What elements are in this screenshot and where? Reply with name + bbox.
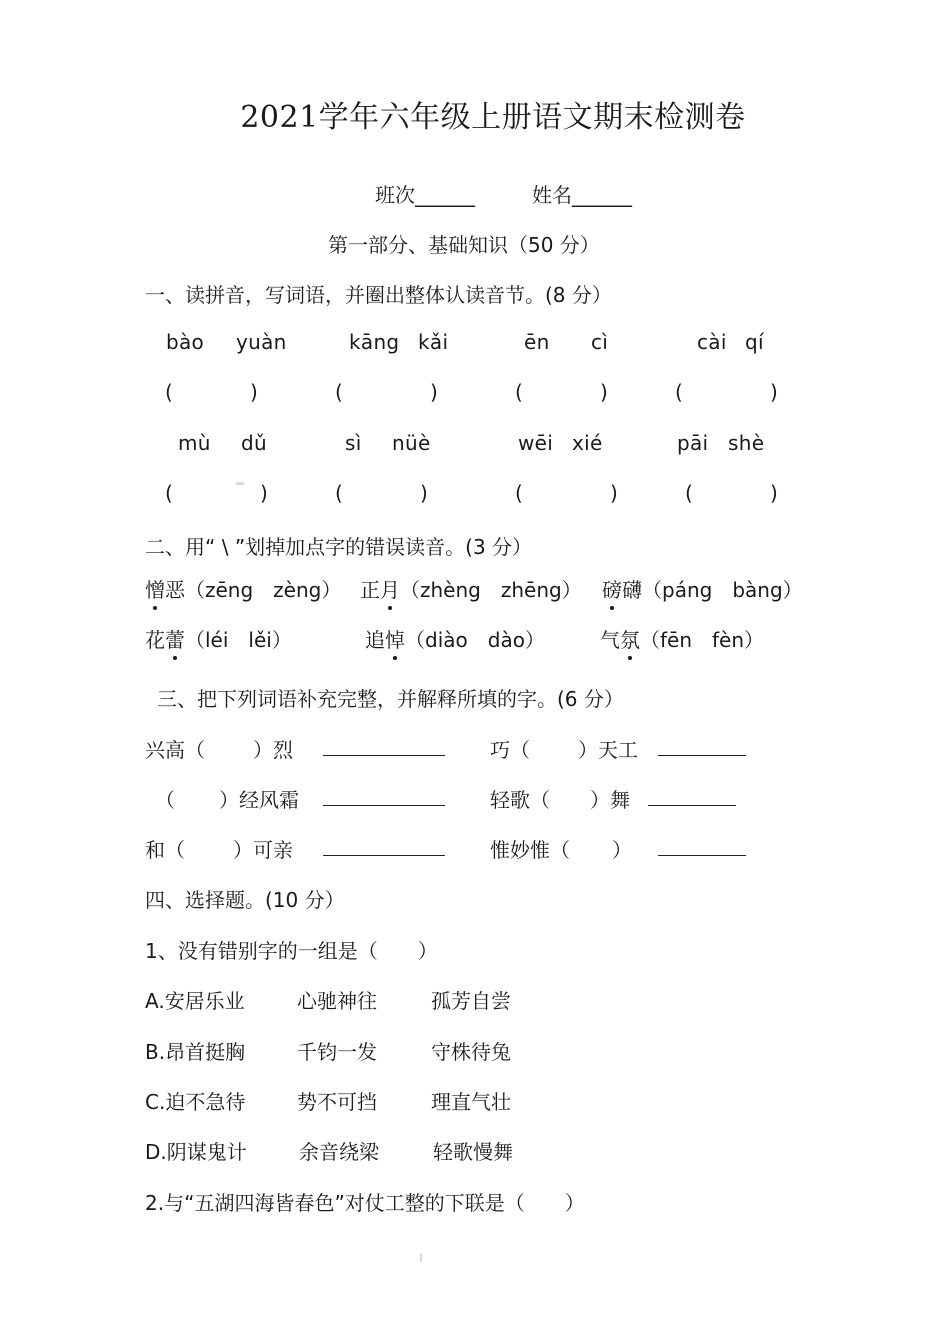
pinyin: kāng <box>349 330 400 354</box>
pinyin-choice: （zēng zèng） <box>185 578 342 602</box>
q4-heading: 四、选择题。(10 分） <box>145 888 345 912</box>
dotted-char: 蕾 <box>165 624 185 653</box>
pinyin-choice: （diào dào） <box>405 628 545 652</box>
q2-item: 磅礴（páng bàng） <box>602 574 803 603</box>
pinyin: nüè <box>392 431 431 455</box>
q2-item: 气氛（fēn fèn） <box>600 624 764 653</box>
q4-question-1: 1、没有错别字的一组是（ ） <box>145 939 438 963</box>
answer-blank-open: ( <box>165 481 173 505</box>
answer-line <box>323 833 445 856</box>
answer-blank-open: ( <box>335 481 343 505</box>
pinyin: kǎi <box>418 330 449 354</box>
pinyin-choice: （léi lěi） <box>185 628 292 652</box>
scan-smudge <box>236 482 244 485</box>
dotted-char: 憎 <box>145 574 165 603</box>
pinyin: dǔ <box>241 431 267 455</box>
dotted-char: 月 <box>380 574 400 603</box>
answer-blank-close: ) <box>430 380 438 404</box>
pinyin: xié <box>572 431 603 455</box>
dotted-char: 悼 <box>385 624 405 653</box>
answer-blank-open: ( <box>515 481 523 505</box>
pinyin: qí <box>745 330 764 354</box>
answer-blank-open: ( <box>685 481 693 505</box>
q2-heading: 二、用“ \ ”划掉加点字的错误读音。(3 分） <box>145 535 533 559</box>
pinyin: mù <box>178 431 211 455</box>
page-title: 2021学年六年级上册语文期末检测卷 <box>240 100 746 135</box>
pinyin: yuàn <box>236 330 287 354</box>
pinyin: shè <box>728 431 765 455</box>
pinyin-choice: （fēn fèn） <box>640 628 765 652</box>
answer-line <box>323 783 445 806</box>
q3-item: 惟妙惟（ ） <box>490 838 632 862</box>
q1-heading: 一、读拼音，写词语，并圈出整体认读音节。(8 分） <box>145 283 612 307</box>
q2-item: 花蕾（léi lěi） <box>145 624 292 653</box>
q2-item: 憎恶（zēng zèng） <box>145 574 341 603</box>
q3-heading: 三、把下列词语补充完整，并解释所填的字。(6 分） <box>157 687 624 711</box>
answer-line <box>658 833 746 856</box>
answer-blank-close: ) <box>250 380 258 404</box>
class-field: 班次______ <box>375 183 475 207</box>
q2-item: 追悼（diào dào） <box>365 624 545 653</box>
dotted-char: 氛 <box>620 624 640 653</box>
answer-blank-close: ) <box>260 481 268 505</box>
q3-item: 轻歌（ ）舞 <box>490 788 630 812</box>
q3-item: （ ）经风霜 <box>155 788 299 812</box>
answer-blank-open: ( <box>165 380 173 404</box>
pinyin: wēi <box>518 431 554 455</box>
pinyin: bào <box>166 330 205 354</box>
q4-question-2: 2.与“五湖四海皆春色”对仗工整的下联是（ ） <box>145 1191 585 1215</box>
answer-blank-open: ( <box>515 380 523 404</box>
q3-item: 巧（ ）天工 <box>490 738 638 762</box>
scan-smudge <box>420 1253 422 1262</box>
pinyin: sì <box>345 431 362 455</box>
answer-blank-close: ) <box>420 481 428 505</box>
pinyin: pāi <box>677 431 709 455</box>
pinyin: cì <box>591 330 609 354</box>
pinyin: cài <box>697 330 727 354</box>
pinyin-choice: （páng bàng） <box>642 578 803 602</box>
answer-blank-close: ) <box>610 481 618 505</box>
answer-line <box>323 733 445 756</box>
name-field: 姓名______ <box>532 183 632 207</box>
q3-item: 兴高（ ）烈 <box>145 738 293 762</box>
dotted-char: 磅 <box>602 574 622 603</box>
answer-blank-close: ) <box>600 380 608 404</box>
answer-blank-open: ( <box>335 380 343 404</box>
answer-blank-close: ) <box>770 380 778 404</box>
answer-blank-close: ) <box>770 481 778 505</box>
q3-item: 和（ ）可亲 <box>145 838 293 862</box>
answer-blank-open: ( <box>675 380 683 404</box>
q2-item: 正月（zhèng zhēng） <box>360 574 582 603</box>
answer-line <box>658 733 746 756</box>
part1-heading: 第一部分、基础知识（50 分） <box>328 233 600 257</box>
pinyin-choice: （zhèng zhēng） <box>400 578 582 602</box>
pinyin: ēn <box>524 330 550 354</box>
answer-line <box>648 783 736 806</box>
